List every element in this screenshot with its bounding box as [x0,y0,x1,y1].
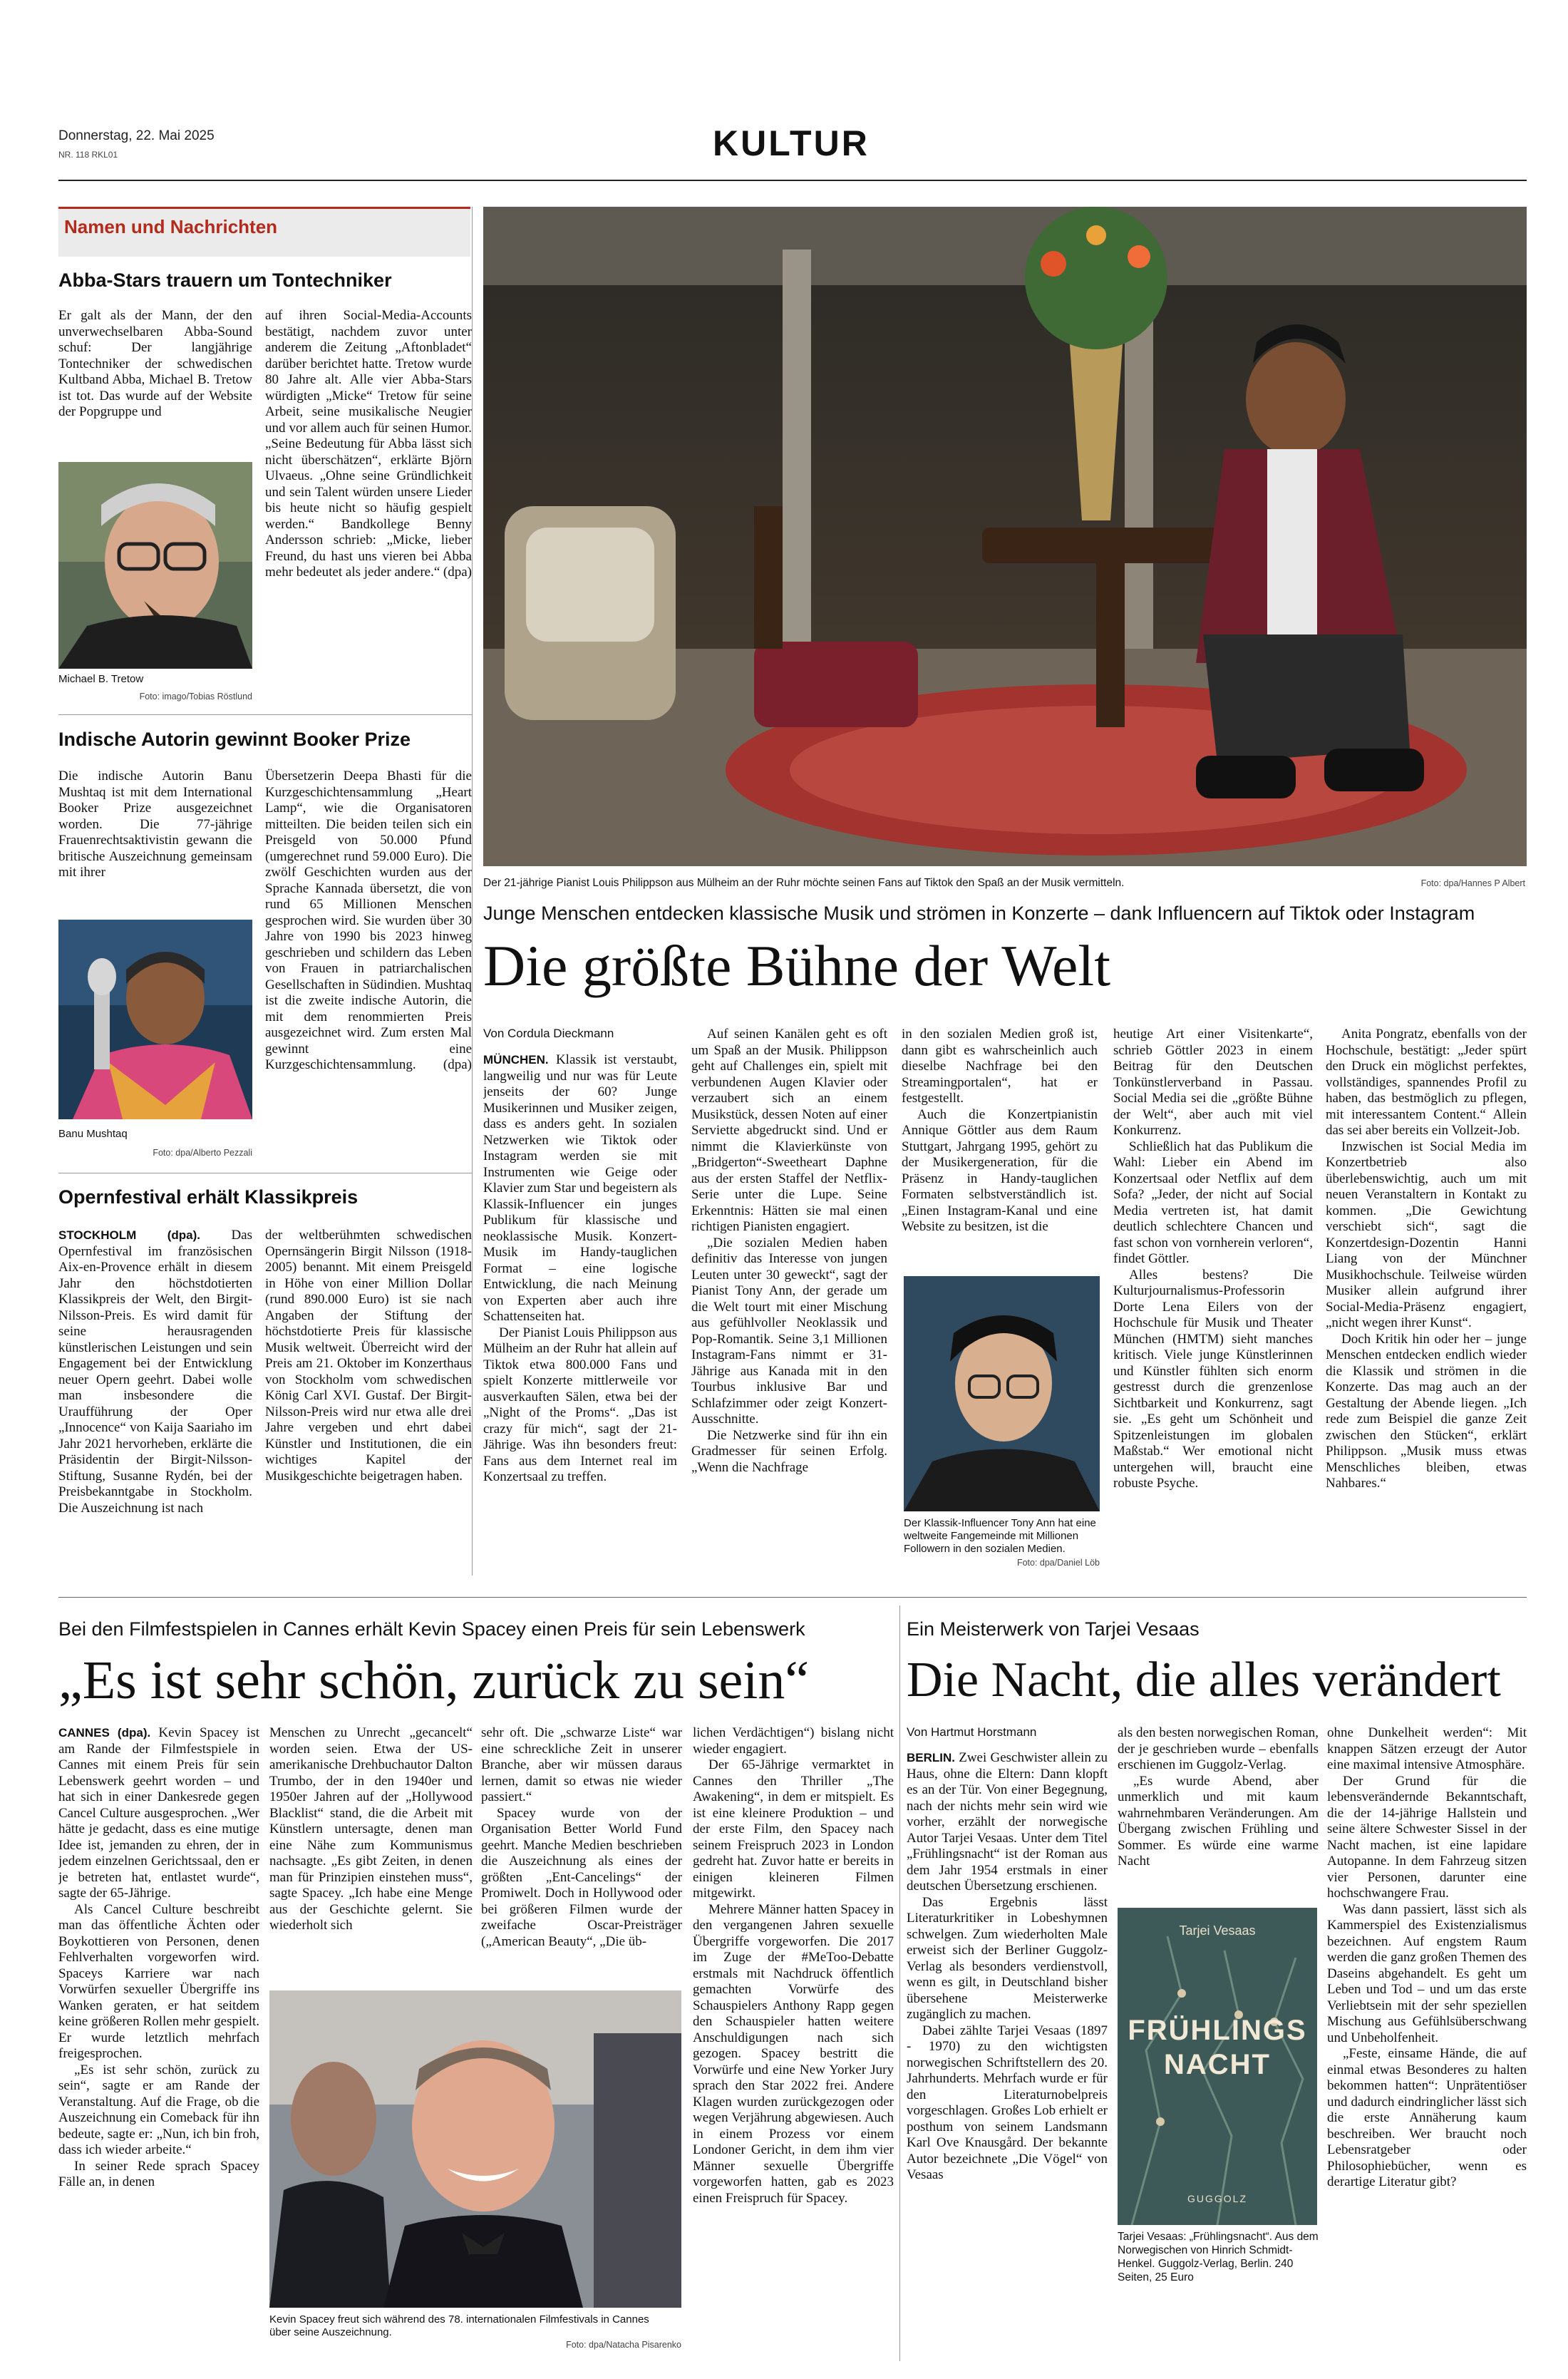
vesaas-col-3: ohne Dunkelheit werden“: Mit knappen Sätzen erzeugt der Autor eine maximal intensive Atmosphäre. Der Grund für die lebensverändernde Bekanntschaft, die der 14-jährige Hallstein und seine ältere Schwester Sissel in der Nacht machen, ist eine lapidare Autopanne. In dem Fahrzeug sitzen vier Personen, darunter eine hochschwangere Frau. Was dann passiert, lässt sich als Kammerspiel des Existenzialismus bezeichnen. Auf engstem Raum werden die ganz großen Themen des Daseins abgehandelt. Es geht um Leben und Tod – und um das erste Verliebtsein mit der sehr speziellen Mischung aus Gefühlsüberschwang und Unbeholfenheit. „Feste, einsame Hände, die auf einmal etwas Besonderes zu halten bekommen hatten“: Unprätentiöser und dadurch eindringlicher lässt sich die erste Annäherung kaum beschreiben. Wer braucht noch Lebensratgeber oder Philosophiebücher, wenn es derartige Literatur gibt? [1327,1725,1527,2189]
sidebar-header-box [58,207,470,257]
lead-photo [483,207,1527,866]
mushtaq-photo [58,920,252,1119]
vesaas-author: Von Hartmut Horstmann [907,1725,1037,1739]
lead-col-3a: in den sozialen Medien groß ist, dann gibt es wahrscheinlich auch dieselbe Nachfrage bei den Streamingportalen“, hat er festgestellt. Auch die Konzertpianistin Annique Göttler aus dem Raum Stuttgart, Jahrgang 1995, gehört zu der Musikergeneration, für die Präsenz in Handy-tauglichen Formaten selbstverständlich ist. „Einen Instagram-Kanal und eine Website zu besitzen, ist die [902,1027,1098,1234]
sidebar-column-rule [472,207,473,1576]
book-cover-title-1: FRÜHLINGS [1128,2015,1307,2046]
spacey-col-3: sehr oft. Die „schwarze Liste“ war eine schreckliche Zeit in unserer Branche, aber wir müssen daraus lernen, damit so etwas nie wieder passiert.“ Spacey wurde von der Organisation Better World Fund geehrt. Manche Medien beschrieben die Auszeichnung als eines der größten „Ent-Cancelings“ der Promiwelt. Doch in Hollywood oder bei größeren Filmen wurde der zweifache Oscar-Preisträger („American Beauty“, „Die üb- [481,1725,682,1949]
lead-col-2: Auf seinen Kanälen geht es oft um Spaß an der Musik. Philippson geht auf Challenges ein, spielt mit verbundenen Augen Klavier oder verzaubert sich an einem Musikstück, dessen Noten auf einer Serviette abgedruckt sind. Und er nimmt die Klavierkünste von „Bridgerton“-Sweetheart Daphne aus der ersten Staffel der Netflix-Serie unter die Lupe. Seine Erkenntnis: Hätten sie mal einen richtigen Pianisten engagiert. „Die sozialen Medien haben definitiv das Interesse von jungen Leuten unter 30 geweckt“, sagt der Pianist Tony Ann, der gerade um die Welt tourt mit einer Mischung aus gefühlvoller Neoklassik und Pop-Romantik. Seine 3,1 Millionen Instagram-Fans nimmt er 31-Jährige aus Kanada mit in den Tourbus inklusive Bar und Schlafzimmer oder zeigt Konzert-Ausschnitte. Die Netzwerke sind für ihn ein Gradmesser für seinen Erfolg. „Wenn die Nachfrage [691,1027,887,1475]
spacey-photo [269,1990,681,2308]
tony-ann-photo [904,1276,1100,1511]
vesaas-dateline: BERLIN. [907,1751,955,1764]
lead-author: Von Cordula Dieckmann [483,1027,614,1040]
spacey-kicker: Bei den Filmfestspielen in Cannes erhält Kevin Spacey einen Preis für sein Lebenswerk [58,1618,805,1640]
issue-date: Donnerstag, 22. Mai 2025 [58,128,215,143]
mushtaq-caption: Banu Mushtaq [58,1128,128,1140]
spacey-col-2: Menschen zu Unrecht „gecancelt“ worden seien. Etwa der US-amerikanische Drehbuchautor Dalton Trumbo, der in den 1940er und 1950er Jahren auf der „Hollywood Blacklist“ stand, die die Arbeit mit Künstlern untersagte, denen man eine Nähe zum Kommunismus nachsagte. „Es gibt Zeiten, in denen man für Prinzipien einstehen muss“, sagte Spacey. „Ich habe eine Menge aus der Geschichte gelernt. Sie wiederholt sich [269,1725,473,1933]
vesaas-col-1: BERLIN. Zwei Geschwister allein zu Haus, ohne die Eltern: Dann klopft es an der Tür. Von einer Begegnung, nach der nichts mehr sein wird wie vorher, erzählt der norwegische Autor Tarjei Vesaas. Unter dem Titel „Frühlingsnacht“ ist der Roman aus dem Jahr 1954 erstmals in einer deutschen Übersetzung erschienen. Das Ergebnis lässt Literaturkritiker in Lobeshymnen schwelgen. Zum wiederholten Male erweist sich der Berliner Guggolz-Verlag als besonders verdienstvoll, wenn es gilt, in Deutschland bisher übersehene Meisterwerke zugänglich zu machen. Dabei zählte Tarjei Vesaas (1897 - 1970) zu den wichtigsten norwegischen Schriftstellern des 20. Jahrhunderts. Mehrfach wurde er für den Literaturnobelpreis vorgeschlagen. Großes Lob erhielt er posthum von seinem Landsmann Karl Ove Knausgård. Der bekannte Autor bezeichnete „Die Vögel“ von Vesaas [907,1750,1108,2182]
opera-dateline: STOCKHOLM (dpa). [58,1228,200,1242]
tony-ann-credit: Foto: dpa/Daniel Löb [1016,1558,1100,1568]
spacey-col-1: CANNES (dpa). Kevin Spacey ist am Rande der Filmfestspiele in Cannes mit einem Preis für sein Lebenswerk geehrt worden – und hat sich in einer Dankesrede gegen Cancel Culture ausgesprochen. „Wer hätte je gedacht, dass es eine mutige Idee ist, jemanden zu ehren, der in jedem einzelnen Gerichtssaal, den er je betreten hat, entlastet wurde“, sagte der 65-Jährige. Als Cancel Culture beschreibt man das öffentliche Ächten oder Boykottieren von Personen, denen Fehlverhalten vorgeworfen wird. Spaceys Karriere war nach Vorwürfen sexueller Übergriffe ins Wanken geraten, er hat seitdem keine größeren Rollen mehr gespielt. Er wurde letztlich mehrfach freigesprochen. „Es ist sehr schön, zurück zu sein“, sagte er am Rande der Veranstaltung. Auf die Frage, ob die Auszeichnung ein Comeback für ihn bedeute, sagte er: „Nun, ich bin froh, dass ich wieder arbeite.“ In seiner Rede sprach Spacey Fälle an, in denen [58,1725,259,2189]
tony-ann-portrait-image [904,1276,1100,1511]
lead-dateline: MÜNCHEN. [483,1053,549,1067]
vesaas-headline: Die Nacht, die alles verändert [907,1653,1501,1707]
booker-agency: (dpa) [443,1057,472,1072]
vesaas-col-2: als den besten norwegischen Roman, der je geschrieben wurde – ebenfalls erschienen im Guggolz-Verlag. „Es wurde Abend, aber unmerklich und mit kaum wahrnehmbaren Veränderungen. Am Übergang zwischen Frühling und Sommer. Es würde eine warme Nacht [1118,1725,1319,1869]
sidebar-header: Namen und Nachrichten [64,216,278,237]
book-caption: Tarjei Vesaas: „Frühlingsnacht“. Aus dem Norwegischen von Hinrich Schmidt-Henkel. Guggolz-Verlag, Berlin. 240 Seiten, 25 Euro [1118,2231,1319,2283]
lead-headline: Die größte Bühne der Welt [483,933,1110,998]
spacey-col-4: lichen Verdächtigen“) bislang nicht wieder engagiert. Der 65-Jährige vermarktet in Cannes den Thriller „The Awakening“, in dem er mitspielt. Es ist eine kleinere Produktion – und der erste Film, den Spacey nach seinem Freispruch 2023 in London gedreht hat. Zuvor hatte er bereits in einigen kleineren Filmen mitgewirkt. Mehrere Männer hatten Spacey in den vergangenen Jahren sexuelle Übergriffe vorgeworfen. Die 2017 im Zuge der #MeToo-Debatte erstmals mit Nachdruck öffentlich gemachten Vorwürfe des Schauspielers Anthony Rapp gegen den Schauspieler hatten weitere Anschuldigungen nach sich gezogen. Spacey bestritt die Vorwürfe und eine New Yorker Jury sprach den Star 2022 frei. Andere Klagen wurden zurückgezogen oder wegen Verjährung abgewiesen. Auch in einem Prozess vor einem Londoner Gericht, in dem ihm vier Männer sexuelle Übergriffe vorgeworfen hatten, gab es 2023 einen Freispruch für Spacey. [693,1725,894,2206]
masthead-rule [58,180,1527,181]
lower-column-rule [899,1605,900,2361]
vesaas-kicker: Ein Meisterwerk von Tarjei Vesaas [907,1618,1200,1640]
lead-photo-credit: Foto: dpa/Hannes P Albert [1420,878,1525,888]
abba-text-right: auf ihren Social-Media-Accounts bestätigt, nachdem zuvor unter anderem die Zeitung „Aftonbladet“ darüber berichtet hatte. Tretow wurde 80 Jahre alt. Alle vier Abba-Stars würdigten „Micke“ Tretow für seine Arbeit, seine musikalische Neugier und vor allem auch für seinen Humor. „Seine Bedeutung für Abba lässt sich nicht überschätzen“, erklärte Björn Ulvaeus. „Ohne seine Gründlichkeit und sein Talent würden unsere Lieder bis heute nicht so häufig gespielt werden.“ Bandkollege Benny Andersson schrieb: „Micke, lieber Freund, du hast uns vieren bei Abba mehr bedeutet als jeder andere.“ (dpa) [265,308,472,580]
lead-col-5: Anita Pongratz, ebenfalls von der Hochschule, bestätigt: „Jeder spürt den Druck ein möglichst perfektes, vollständiges, spannendes Profil zu haben, das bestmöglich zu pflegen, mit interessantem Content.“ Allein das sei aber bereits ein Vollzeit-Job. Inzwischen ist Social Media im Konzertbetrieb also überlebenswichtig, auch um mit neuen Veranstaltern in Kontakt zu kommen. „Die Gewichtung verschiebt sich“, sagt die Konzertdesign-Dozentin Hanni Liang von der Münchner Musikhochschule. Teilweise würden Musiker allein aufgrund ihrer Social-Media-Präsenz engagiert, „nicht wegen ihrer Kunst“. Doch Kritik hin oder her – junge Menschen entdecken endlich wieder die Klassik und strömen in die Konzerte. Das mag auch an der Gestaltung der Abende liegen. „Ich rede zum Beispiel die ganze Zeit zwischen den Stücken“, erklärt Philippson. „Musik muss etwas Menschliches bleiben, etwas Nahbares.“ [1326,1027,1527,1491]
spacey-dateline: CANNES (dpa). [58,1726,151,1740]
mushtaq-portrait-image [58,920,252,1119]
lead-photo-caption: Der 21-jährige Pianist Louis Philippson aus Mülheim an der Ruhr möchte seinen Fans auf Tiktok den Spaß an der Musik vermitteln. [483,877,1125,889]
spacey-cannes-image [269,1990,681,2308]
booker-text-left: Die indische Autorin Banu Mushtaq ist mit dem International Booker Prize ausgezeichnet worden. Die 77-jährige Frauenrechtsaktivistin gewann die britische Auszeichnung gemeinsam mit ihrer [58,769,252,880]
tretow-photo [58,462,252,669]
lead-kicker: Junge Menschen entdecken klassische Musik und strömen in Konzerte – dank Influencern auf Tiktok oder Instagram [483,903,1475,924]
tretow-portrait-image [58,462,252,669]
abba-text-left: Er galt als der Mann, der den unverwechselbaren Abba-Sound schuf: Der langjährige Tontechniker der schwedischen Kultband Abba, Michael B. Tretow ist tot. Das wurde auf der Website der Popgruppe und [58,308,252,419]
divider-abba [58,714,472,715]
opera-title: Opernfestival erhält Klassikpreis [58,1186,359,1208]
lower-section-rule [58,1597,1527,1598]
book-cover-author: Tarjei Vesaas [1179,1923,1256,1938]
issue-number: NR. 118 RKL01 [58,150,118,160]
spacey-photo-credit: Foto: dpa/Natacha Pisarenko [566,2340,681,2350]
tretow-caption: Michael B. Tretow [58,673,144,685]
book-cover-title-2: NACHT [1164,2049,1271,2080]
abba-agency: (dpa) [443,565,472,580]
lead-col-4: heutige Art einer Visitenkarte“, schrieb Göttler 2023 in einem Beitrag für den Deutschen Tonkünstlerverband in Passau. Social Media sei die „größte Bühne der Welt“, aber auch mit viel Konkurrenz. Schließlich hat das Publikum die Wahl: Lieber ein Abend im Konzertsaal oder Netflix auf dem Sofa? „Jeder, der nicht auf Social Media vertreten ist, hat damit deutlich schlechtere Chancen und fast schon von vornherein verloren“, findet Göttler. Alles bestens? Die Kulturjournalismus-Professorin Dorte Lena Eilers von der Hochschule für Musik und Theater München (HMTM) sieht manches kritisch. Viele junge Künstlerinnen und Künstler fühlten sich enorm gestresst durch die grenzenlose Sichtbarkeit und Konkurrenz, sagt sie. „Es geht um Schönheit und Spitzenleistungen im globalen Maßstab.“ Wer emotional nicht untergehen will, braucht eine robuste Psyche. [1113,1027,1313,1491]
tretow-credit: Foto: imago/Tobias Röstlund [139,692,252,702]
booker-title: Indische Autorin gewinnt Booker Prize [58,729,411,750]
lead-col-1: MÜNCHEN. Klassik ist verstaubt, langweilig und nur was für Leute jenseits der 60? Junge Musikerinnen und Musiker zeigen, dass es anders geht. In sozialen Netzwerken wie Tiktok oder Instagram werden sie mit Instrumenten wie Geige oder Klavier zum Star und begeistern als Klassik-Influencer ein junges Publikum für klassische und neoklassische Musik. Konzert-Musik im Handy-tauglichen Format – eine logische Entwicklung, die nach Meinung von Experten aber auch ihre Schattenseiten hat. Der Pianist Louis Philippson aus Mülheim an der Ruhr hat allein auf Tiktok etwa 800.000 Fans und spielt Konzerte mittlerweile vor ausverkauften Sälen, etwa bei der „Night of the Proms“. „Das ist crazy für mich“, sagt der 21-Jährige. Was ihn besonders freut: Fans aus dem Internet real im Konzertsaal zu treffen. [483,1052,677,1484]
section-title: KULTUR [713,123,870,163]
opera-text-right: der weltberühmten schwedischen Opernsängerin Birgit Nilsson (1918-2005) benannt. Mit einem Preisgeld in Höhe von einer Million Dollar (rund 890.000 Euro) ist sie nach Angaben der Stiftung der höchstdotierte Preis für klassische Musik weltweit. Überreicht wird der Preis am 21. Oktober im Konzerthaus von Stockholm vom schwedischen König Carl XVI. Gustaf. Der Birgit-Nilsson-Preis wird nur etwa alle drei Jahre vergeben und ehrt dabei Künstler und Institutionen, die ein wichtiges Kapitel der Musikgeschichte beigetragen haben. [265,1228,472,1484]
book-cover-publisher: GUGGOLZ [1187,2193,1247,2204]
spacey-headline: „Es ist sehr schön, zurück zu sein“ [58,1650,810,1710]
opera-text-left: STOCKHOLM (dpa). Das Opernfestival im französischen Aix-en-Provence erhält in diesem Jahr den höchstdotierten Klassikpreis der Welt, den Birgit-Nilsson-Preis. Es wird damit für seine herausragenden künstlerischen Leistungen und sein Engagement bei der Entwicklung neuer Opern geehrt. Dabei wolle man insbesondere die Uraufführung der Oper „Innocence“ von Kaija Saariaho im Jahr 2021 hervorheben, erklärte die Präsidentin der Birgit-Nilsson-Stiftung, Susanne Rydén, bei der Preisbekanntgabe in Stockholm. Die Auszeichnung ist nach [58,1228,252,1516]
abba-title: Abba-Stars trauern um Tontechniker [58,269,392,291]
pianist-cafe-image [483,207,1527,866]
book-cover [1118,1908,1317,2225]
tony-ann-caption: Der Klassik-Influencer Tony Ann hat eine weltweite Fangemeinde mit Millionen Followern in den sozialen Medien. [904,1517,1096,1555]
mushtaq-credit: Foto: dpa/Alberto Pezzali [153,1148,252,1158]
spacey-photo-caption: Kevin Spacey freut sich während des 78. internationalen Filmfestivals in Cannes über seine Auszeichnung. [269,2313,649,2338]
booker-text-right: Übersetzerin Deepa Bhasti für die Kurzgeschichtensammlung „Heart Lamp“, wie die Organisatoren mitteilten. Die beiden teilen sich ein Preisgeld von 50.000 Pfund (umgerechnet rund 59.000 Euro). Die zwölf Geschichten wurden aus der Sprache Kannada übersetzt, die von rund 65 Millionen Menschen gesprochen wird. Sie wurden über 30 Jahre von 1990 bis 2023 hinweg geschrieben und schildern das Leben von Frauen in patriarchalischen Gesellschaften in Südindien. Mushtaq ist die zweite indische Autorin, die mit dem renommierten Preis ausgezeichnet wird. Zum ersten Mal gewinnt eine Kurzgeschichtensammlung. (dpa) [265,769,472,1072]
